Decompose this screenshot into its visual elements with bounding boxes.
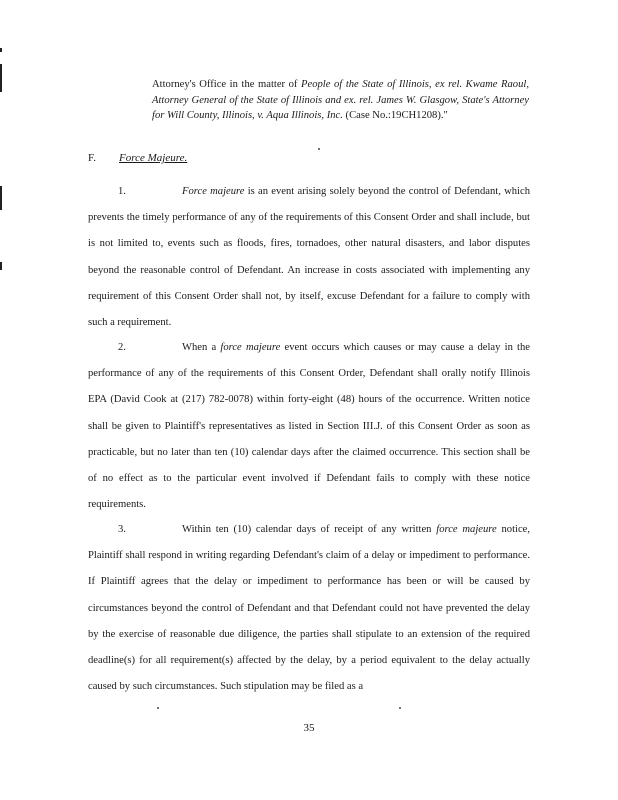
section-title: Force Majeure. (119, 152, 188, 164)
page-number: 35 (303, 722, 315, 734)
paragraph-number: 3. (118, 524, 126, 535)
paragraph-italic-term: force majeure (220, 342, 281, 353)
quote-case-name: People of the State of Illinois, ex rel. Kwame Raoul, Attorney General of the State of Illinois and ex. rel. James W. Glasgow, State's Attorney for Will County, Illinois, v. Aqua Illinois, Inc. (152, 79, 529, 121)
paragraph-text: is an event arising solely beyond the control of Defendant, which prevents the timely performance of any of the requirements of this Consent Order and shall include, but is not limited to, events such as floods, fires, tornadoes, other natural disasters, and labor disputes beyond the reasonable control of Defendant. An increase in costs associated with implementing any requirement of this Consent Order shall not, by itself, excuse Defendant for a failure to comply with such a requirement. (88, 186, 530, 329)
section-heading (88, 152, 187, 164)
scan-margin-mark (0, 186, 2, 210)
scan-margin-mark (0, 48, 2, 52)
paragraph-3 (88, 517, 530, 700)
paragraph-number: 1. (118, 186, 126, 197)
paragraph-italic-lead: Force majeure (182, 186, 245, 197)
paragraph-text-rest: notice, Plaintiff shall respond in writing regarding Defendant's claim of a delay or impediment to performance. If Plaintiff agrees that the delay or impediment to performance has been or will be caused by circumstances beyond the control of Defendant and that Defendant could not have prevented the delay by the exercise of reasonable due diligence, the parties shall stipulate to an extension of the required deadline(s) for all requirement(s) affected by the delay, by a period equivalent to the delay actually caused by such circumstances. Such stipulation may be filed as a (88, 524, 531, 693)
paragraph-1 (88, 179, 530, 336)
paragraph-number: 2. (118, 342, 126, 353)
paragraph-text-start: Within ten (10) calendar days of receipt of any written (182, 524, 437, 535)
scan-speck (399, 707, 401, 709)
quote-text-start: Attorney's Office in the matter of (152, 79, 302, 90)
scan-speck (318, 148, 320, 150)
scan-margin-mark (0, 262, 2, 270)
quoted-case-caption (152, 77, 529, 124)
paragraph-text-rest: event occurs which causes or may cause a delay in the performance of any of the requirements of this Consent Order, Defendant shall orally notify Illinois EPA (David Cook at (217) 782-0078) within forty-eight (48) hours of the occurrence. Written notice shall be given to Plaintiff's representatives as listed in Section III.J. of this Consent Order as soon as practicable, but no later than ten (10) calendar days after the claimed occurrence. This section shall be of no effect as to the particular event involved if Defendant fails to comply with these notice requirements. (88, 342, 530, 511)
paragraph-2 (88, 335, 530, 518)
scan-speck (157, 707, 159, 709)
quote-text-end: (Case No.:19CH1208)." (342, 110, 448, 121)
section-letter: F. (88, 152, 96, 164)
scan-margin-mark (0, 64, 2, 92)
paragraph-italic-term: force majeure (436, 524, 497, 535)
paragraph-text-start: When a (182, 342, 221, 353)
